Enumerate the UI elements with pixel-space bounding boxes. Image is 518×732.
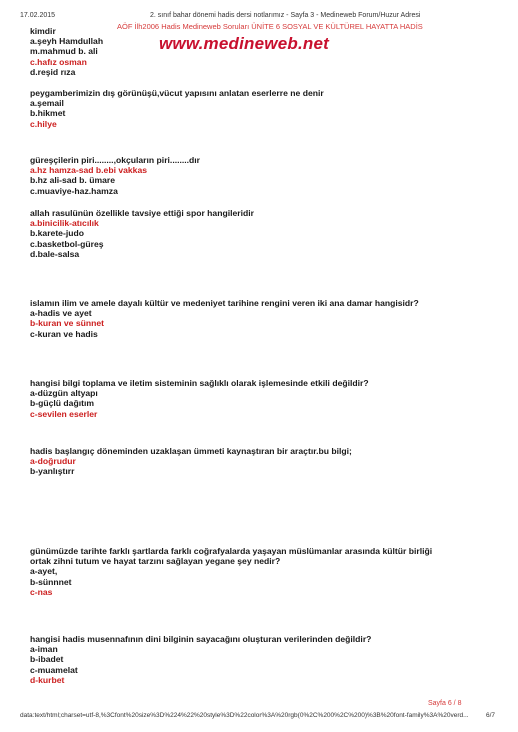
question-text: hadis başlangıç döneminden uzaklaşan ümmeti kaynaştıran bir araçtır.bu bilgi; (30, 446, 352, 456)
option-a-answer: a-doğrudur (30, 456, 76, 467)
option-a-answer: a.hz hamza-sad b.ebi vakkas (30, 165, 148, 176)
question-block (30, 546, 432, 597)
option-c-answer: c-nas (30, 586, 53, 597)
question-block (30, 634, 371, 685)
option-a: a-ayet, (30, 566, 58, 577)
option-b: b-sünnnet (30, 576, 72, 587)
option-d-answer: d-kurbet (30, 674, 65, 685)
option-b: m.mahmud b. ali (30, 46, 98, 57)
footer-page-count: 6/7 (486, 712, 496, 719)
question-block (30, 88, 324, 129)
option-c-answer: c.hilye (30, 118, 57, 129)
print-date: 17.02.2015 (20, 12, 56, 19)
option-b-answer: b-kuran ve sünnet (30, 318, 105, 329)
option-a: a-düzgün altyapı (30, 388, 98, 399)
question-block (30, 26, 103, 77)
question-text: allah rasulünün özellikle tavsiye ettiği spor hangileridir (30, 208, 254, 218)
page-title: 2. sınıf bahar dönemi hadis dersi notlarımız - Sayfa 3 - Medineweb Forum/Huzur Adresi (150, 12, 421, 19)
option-b: b-ibadet (30, 654, 64, 665)
question-block (30, 208, 254, 259)
option-a-answer: a.binicilik-atıcılık (30, 218, 99, 229)
question-block (30, 446, 352, 477)
option-d: d.bale-salsa (30, 248, 80, 259)
option-c-answer: c.hafız osman (30, 56, 87, 67)
option-c: c.basketbol-güreş (30, 238, 104, 249)
question-block (30, 155, 200, 196)
option-b: b.karete-judo (30, 228, 84, 239)
option-b: b.hz ali-sad b. ümare (30, 175, 116, 186)
option-b: b-güçlü dağıtım (30, 398, 94, 409)
option-d: d.reşid rıza (30, 66, 76, 77)
question-text-continued: ortak zihni tutum ve hayat tarzını sağlayan yegane şey nedir? (30, 556, 281, 567)
question-text: islamın ilim ve amele dayalı kültür ve medeniyet tarihine rengini veren iki ana damar hangisidr? (30, 298, 419, 308)
option-c: c.muaviye-haz.hamza (30, 185, 118, 196)
option-b: b.hikmet (30, 108, 66, 119)
question-text: güreşçilerin piri........,okçuların piri........dır (30, 155, 201, 165)
option-c: c-kuran ve hadis (30, 328, 98, 339)
option-a: a.şeyh Hamdullah (30, 36, 104, 47)
question-text: peygamberimizin dış görünüşü,vücut yapısını anlatan eserlerre ne denir (30, 88, 324, 98)
footer-url: data:text/html;charset=utf-8,%3Cfont%20size%3D%224%22%20style%3D%22color%3A%20rgb(0%2C%200%2C%200)%3B%20font-family%3A%20verd... (20, 712, 469, 719)
option-a: a-iman (30, 644, 58, 655)
question-text: hangisi hadis musennafının dini bilginin sayacağını oluşturan verilerinden değildir? (30, 634, 372, 644)
site-brand-logo[interactable]: www.medineweb.net (159, 34, 329, 53)
option-a: a.şemail (30, 98, 64, 109)
question-text: günümüzde tarihte farklı şartlarda farklı coğrafyalarda yaşayan müslümanlar arasında kültür birliği (30, 546, 433, 556)
option-c-answer: c-sevilen eserler (30, 408, 98, 419)
option-b: b-yanlıştırr (30, 466, 75, 477)
question-block (30, 378, 369, 419)
document-subtitle: AÖF İlh2006 Hadis Medineweb Soruları ÜNİTE 6 SOSYAL VE KÜLTÜREL HAYATTA HADİS (117, 22, 423, 31)
option-c: c-muamelat (30, 664, 78, 675)
page-number-label: Sayfa 6 / 8 (428, 700, 462, 707)
question-text: hangisi bilgi toplama ve iletim sisteminin sağlıklı olarak işlemesinde etkili değildir? (30, 378, 369, 388)
option-a: a-hadis ve ayet (30, 308, 92, 319)
question-text: kimdir (30, 26, 56, 36)
question-block (30, 298, 419, 339)
